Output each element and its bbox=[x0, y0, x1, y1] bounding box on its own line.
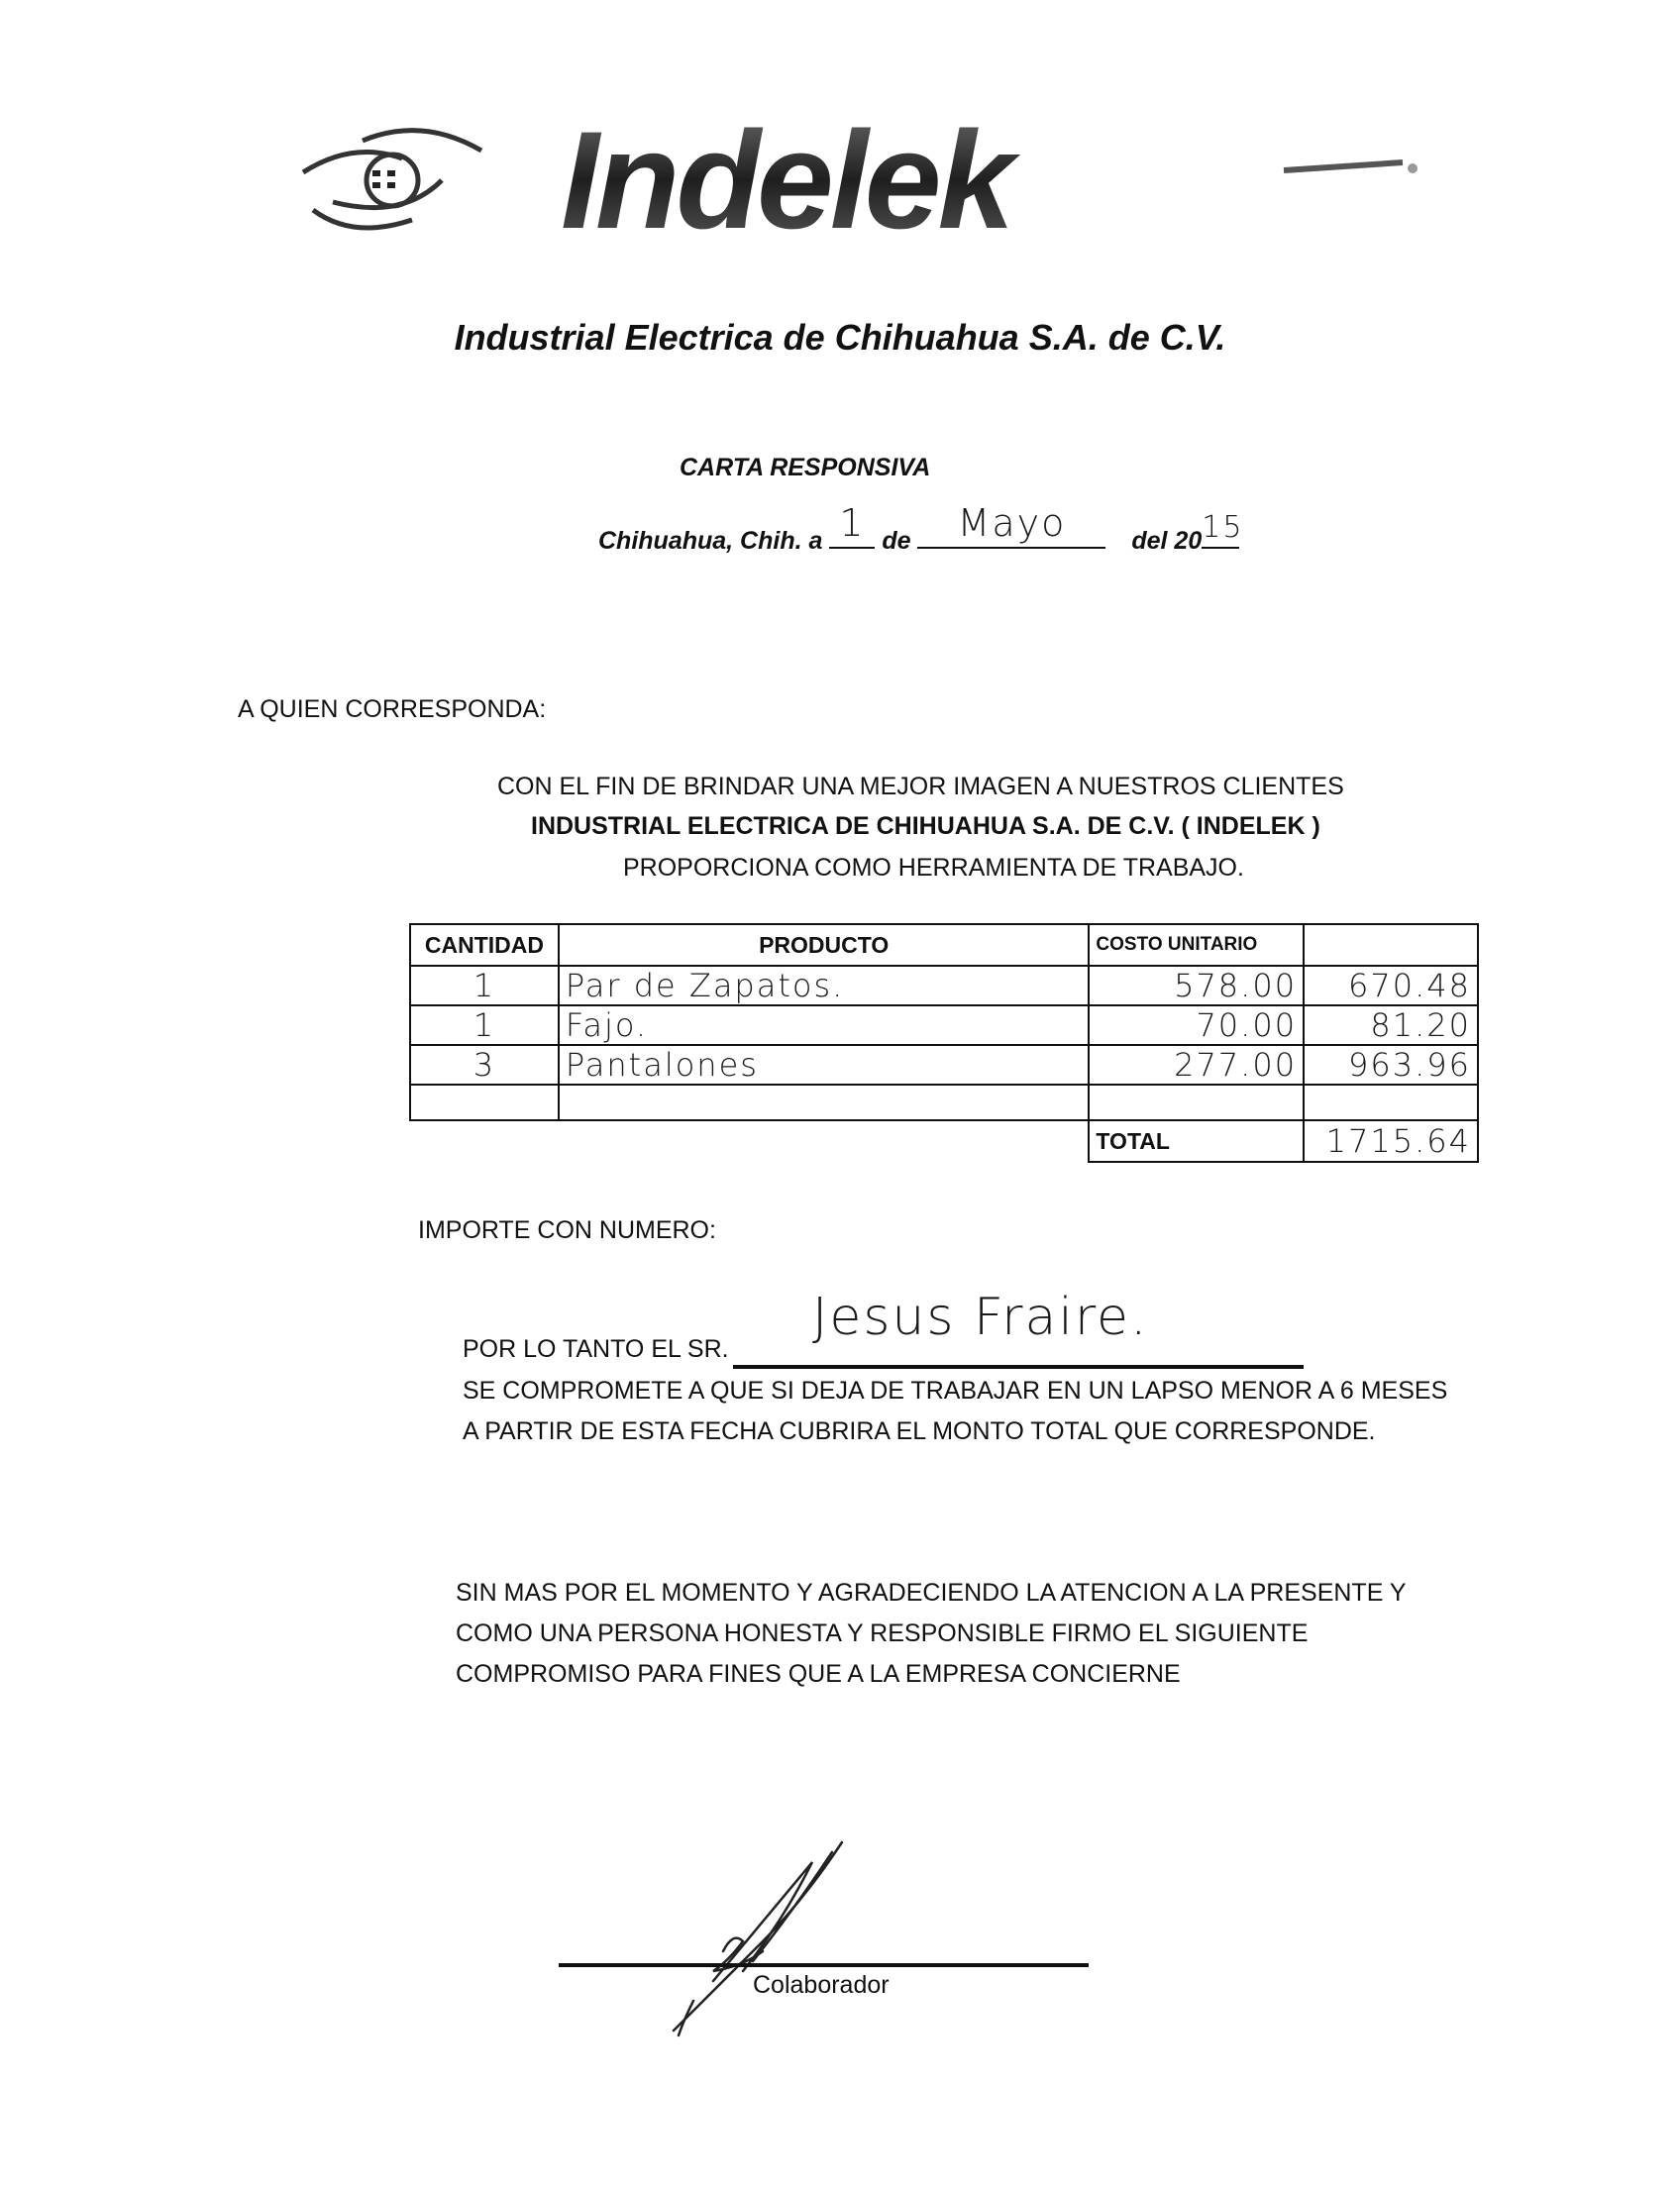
row-3-importe: 963.96 bbox=[1304, 1045, 1478, 1085]
header-importe bbox=[1304, 924, 1478, 966]
salutation: A QUIEN CORRESPONDA: bbox=[238, 695, 547, 723]
total-value: 1715.64 bbox=[1304, 1120, 1478, 1162]
table-total-row bbox=[410, 1120, 1478, 1162]
header-costo-unitario: COSTO UNITARIO bbox=[1089, 924, 1304, 966]
header-producto: PRODUCTO bbox=[559, 924, 1090, 966]
row-3-costo: 277.00 bbox=[1089, 1045, 1304, 1085]
signature-line bbox=[559, 1963, 1089, 1967]
row-1-costo: 578.00 bbox=[1089, 966, 1304, 1005]
responsable-prefix: POR LO TANTO EL SR. bbox=[463, 1335, 729, 1363]
total-label: TOTAL bbox=[1089, 1120, 1304, 1162]
row-3-cantidad: 3 bbox=[410, 1045, 559, 1085]
date-day: 1 bbox=[839, 501, 866, 545]
row-2-costo: 70.00 bbox=[1089, 1005, 1304, 1045]
table-row bbox=[410, 1085, 1478, 1120]
row-1-cantidad: 1 bbox=[410, 966, 559, 1005]
document-title: CARTA RESPONSIVA bbox=[680, 454, 931, 481]
row-1-producto: Par de Zapatos. bbox=[559, 966, 1090, 1005]
intro-line-1: CON EL FIN DE BRINDAR UNA MEJOR IMAGEN A NUESTROS CLIENTES bbox=[497, 773, 1344, 800]
responsable-name: Jesus Fraire. bbox=[812, 1288, 1149, 1347]
row-2-cantidad: 1 bbox=[410, 1005, 559, 1045]
signature-label: Colaborador bbox=[753, 1971, 890, 1999]
handwritten-signature bbox=[654, 1832, 872, 2040]
date-line bbox=[598, 501, 1244, 556]
logo-graphic bbox=[293, 111, 1422, 250]
intro-line-2: INDUSTRIAL ELECTRICA DE CHIHUAHUA S.A. DE C.V. ( INDELEK ) bbox=[531, 812, 1320, 840]
date-prefix: Chihuahua, Chih. a bbox=[598, 527, 823, 555]
date-day-field bbox=[829, 501, 875, 549]
row-4-importe bbox=[1304, 1085, 1478, 1120]
product-table bbox=[409, 923, 1479, 1163]
intro-line-3: PROPORCIONA COMO HERRAMIENTA DE TRABAJO. bbox=[623, 854, 1244, 882]
table-header-row bbox=[410, 924, 1478, 966]
date-month: Mayo bbox=[957, 501, 1067, 545]
header-cantidad: CANTIDAD bbox=[410, 924, 559, 966]
swirl-icon bbox=[303, 131, 481, 228]
row-3-producto: Pantalones bbox=[559, 1045, 1090, 1085]
importe-label: IMPORTE CON NUMERO: bbox=[418, 1216, 716, 1244]
date-month-field bbox=[917, 501, 1105, 549]
svg-text:Indelek: Indelek bbox=[561, 111, 1011, 250]
indelek-logo bbox=[293, 111, 1422, 250]
table-row bbox=[410, 966, 1478, 1005]
row-4-producto bbox=[559, 1085, 1090, 1120]
date-de: de bbox=[882, 527, 911, 555]
date-year-suffix: 15 bbox=[1202, 510, 1244, 545]
closing-text: SIN MAS POR EL MOMENTO Y AGRADECIENDO LA ATENCION A LA PRESENTE Y COMO UNA PERSONA HONESTA Y RESPONSIBLE FIRMO EL SIGUIENTE COMPROMISO PARA FINES QUE A LA EMPRESA CONCIERNE bbox=[456, 1579, 1407, 1688]
row-4-costo bbox=[1089, 1085, 1304, 1120]
table-row bbox=[410, 1045, 1478, 1085]
company-name: Industrial Electrica de Chihuahua S.A. de C.V. bbox=[454, 317, 1226, 358]
table-row bbox=[410, 1005, 1478, 1045]
commitment-text: SE COMPROMETE A QUE SI DEJA DE TRABAJAR EN UN LAPSO MENOR A 6 MESES A PARTIR DE ESTA FECHA CUBRIRA EL MONTO TOTAL QUE CORRESPONDE. bbox=[463, 1377, 1448, 1445]
date-year-field bbox=[1202, 510, 1244, 549]
date-year-prefix: del 20 bbox=[1131, 527, 1203, 555]
row-2-importe: 81.20 bbox=[1304, 1005, 1478, 1045]
row-2-producto: Fajo. bbox=[559, 1005, 1090, 1045]
responsable-name-line bbox=[733, 1365, 1304, 1369]
row-1-importe: 670.48 bbox=[1304, 966, 1478, 1005]
row-4-cantidad bbox=[410, 1085, 559, 1120]
